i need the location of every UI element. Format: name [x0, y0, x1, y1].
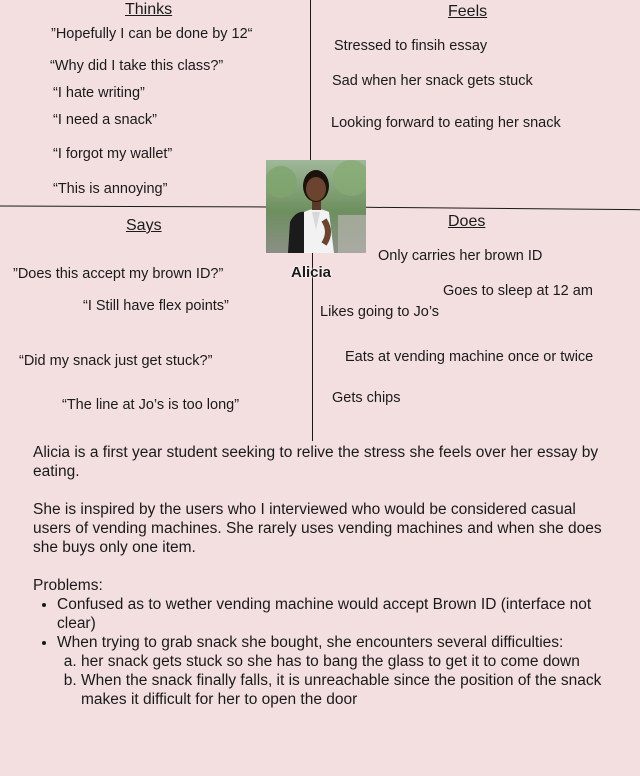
problems-title: Problems:	[33, 577, 103, 594]
says-item: “I Still have flex points”	[83, 298, 229, 314]
feels-item: Looking forward to eating her snack	[331, 115, 561, 131]
problem-item: • Confused as to wether vending machine would accept Brown ID (interface not clear)	[57, 595, 613, 633]
persona-photo-image	[266, 160, 366, 253]
thinks-item: “I need a snack”	[53, 112, 157, 128]
thinks-item: ”Hopefully I can be done by 12“	[51, 26, 253, 42]
thinks-item: “I hate writing”	[53, 85, 145, 101]
thinks-item: “This is annoying”	[53, 181, 168, 197]
says-item: “Did my snack just get stuck?”	[19, 353, 213, 369]
description-paragraph-2: She is inspired by the users who I interviewed who would be considered casual users of vending machines. She rarely uses vending machines and when she does she buys only one item.	[33, 501, 602, 556]
does-header: Does	[448, 213, 486, 230]
says-header: Says	[126, 217, 162, 234]
says-item: ”Does this accept my brown ID?”	[13, 266, 224, 282]
vertical-divider-top	[310, 0, 311, 162]
says-item: “The line at Jo’s is too long”	[62, 397, 240, 413]
problem-subitem: b. When the snack finally falls, it is unreachable since the position of the snack makes it difficult for her to open the door	[81, 671, 613, 709]
does-item: Gets chips	[332, 390, 401, 406]
does-item: Likes going to Jo’s	[320, 304, 440, 320]
problem-sublist	[57, 652, 613, 709]
horizontal-divider-left	[0, 206, 266, 208]
persona-photo	[266, 160, 366, 253]
feels-header: Feels	[448, 3, 488, 20]
description-paragraph-1: Alicia is a first year student seeking to relive the stress she feels over her essay by eating.	[33, 444, 599, 480]
does-item: Goes to sleep at 12 am	[443, 283, 593, 299]
problem-subitem: a. her snack gets stuck so she has to bang the glass to get it to come down	[81, 652, 613, 671]
thinks-header: Thinks	[125, 1, 173, 18]
problem-item-text: When trying to grab snack she bought, she encounters several difficulties:	[57, 634, 564, 651]
problems-list	[33, 595, 613, 709]
thinks-item: “Why did I take this class?”	[50, 58, 224, 74]
horizontal-divider-right	[366, 207, 640, 210]
problem-item	[57, 633, 613, 709]
vertical-divider-bottom	[312, 253, 313, 441]
feels-item: Stressed to finsih essay	[334, 38, 488, 54]
does-item: Only carries her brown ID	[378, 248, 543, 264]
does-item: Eats at vending machine once or twice	[345, 349, 594, 365]
persona-name: Alicia	[291, 264, 332, 281]
thinks-item: “I forgot my wallet”	[53, 146, 173, 162]
persona-description	[33, 443, 613, 709]
feels-item: Sad when her snack gets stuck	[332, 73, 533, 89]
